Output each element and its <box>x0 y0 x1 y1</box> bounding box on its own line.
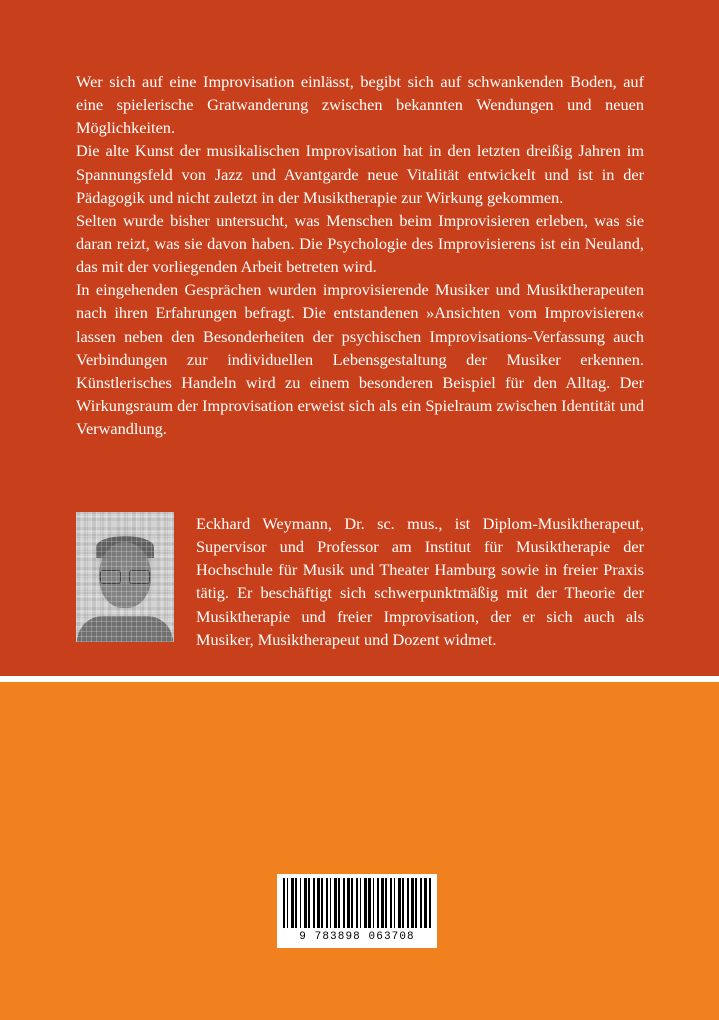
barcode <box>277 874 437 948</box>
blurb-paragraph-2: Die alte Kunst der musikalischen Improvisation hat in den letzten dreißig Jahren im Spannungsfeld von Jazz und Avantgarde neue Vitalität entwickelt und ist in der Pädagogik und nicht zuletzt in der Musiktherapie zur Wirkung gekommen. <box>76 141 644 207</box>
portrait-halftone-overlay <box>76 512 174 642</box>
back-cover-bottom-panel <box>0 682 719 1020</box>
blurb-paragraph-3: Selten wurde bisher untersucht, was Menschen beim Improvisieren erleben, was sie daran reizt, was sie davon haben. Die Psychologie des Improvisierens ist ein Neuland, das mit der vorliegenden Arbeit betreten wird. <box>76 210 644 277</box>
blurb-paragraph-4: In eingehenden Gesprächen wurden improvisierende Musiker und Musiktherapeuten nach ihren Erfahrungen befragt. Die entstandenen »Ansichten vom Improvisieren« lassen neben den Besonderheiten der psychischen Improvisations-Verfassung auch Verbindungen zur individuellen Lebensgestaltung der Musiker erkennen. Künstlerisches Handeln wird zu einem besonderen Beispiel für den Alltag. Der Wirkungsraum der Improvisation erweist sich als ein Spielraum zwischen Identität und Verwandlung. <box>76 280 644 439</box>
author-portrait-photo <box>76 512 174 642</box>
barcode-number: 9 783898 063708 <box>299 931 415 943</box>
author-bio: Eckhard Weymann, Dr. sc. mus., ist Diplom-Musiktherapeut, Supervisor und Professor am Institut für Musiktherapie der Hochschule für Musik und Theater Hamburg sowie in freier Praxis tätig. Er beschäftigt sich schwerpunktmäßig mit der Theorie der Musiktherapie und freier Improvisation, der er sich auch als Musiker, Musiktherapeut und Dozent widmet. <box>196 514 644 649</box>
blurb-paragraph-1: Wer sich auf eine Improvisation einlässt, begibt sich auf schwankenden Boden, auf eine spielerische Gratwanderung zwischen bekannten Wendungen und neuen Möglichkeiten. <box>76 72 644 138</box>
author-block <box>76 512 644 651</box>
barcode-bars <box>283 878 431 928</box>
blurb-text <box>76 70 644 440</box>
